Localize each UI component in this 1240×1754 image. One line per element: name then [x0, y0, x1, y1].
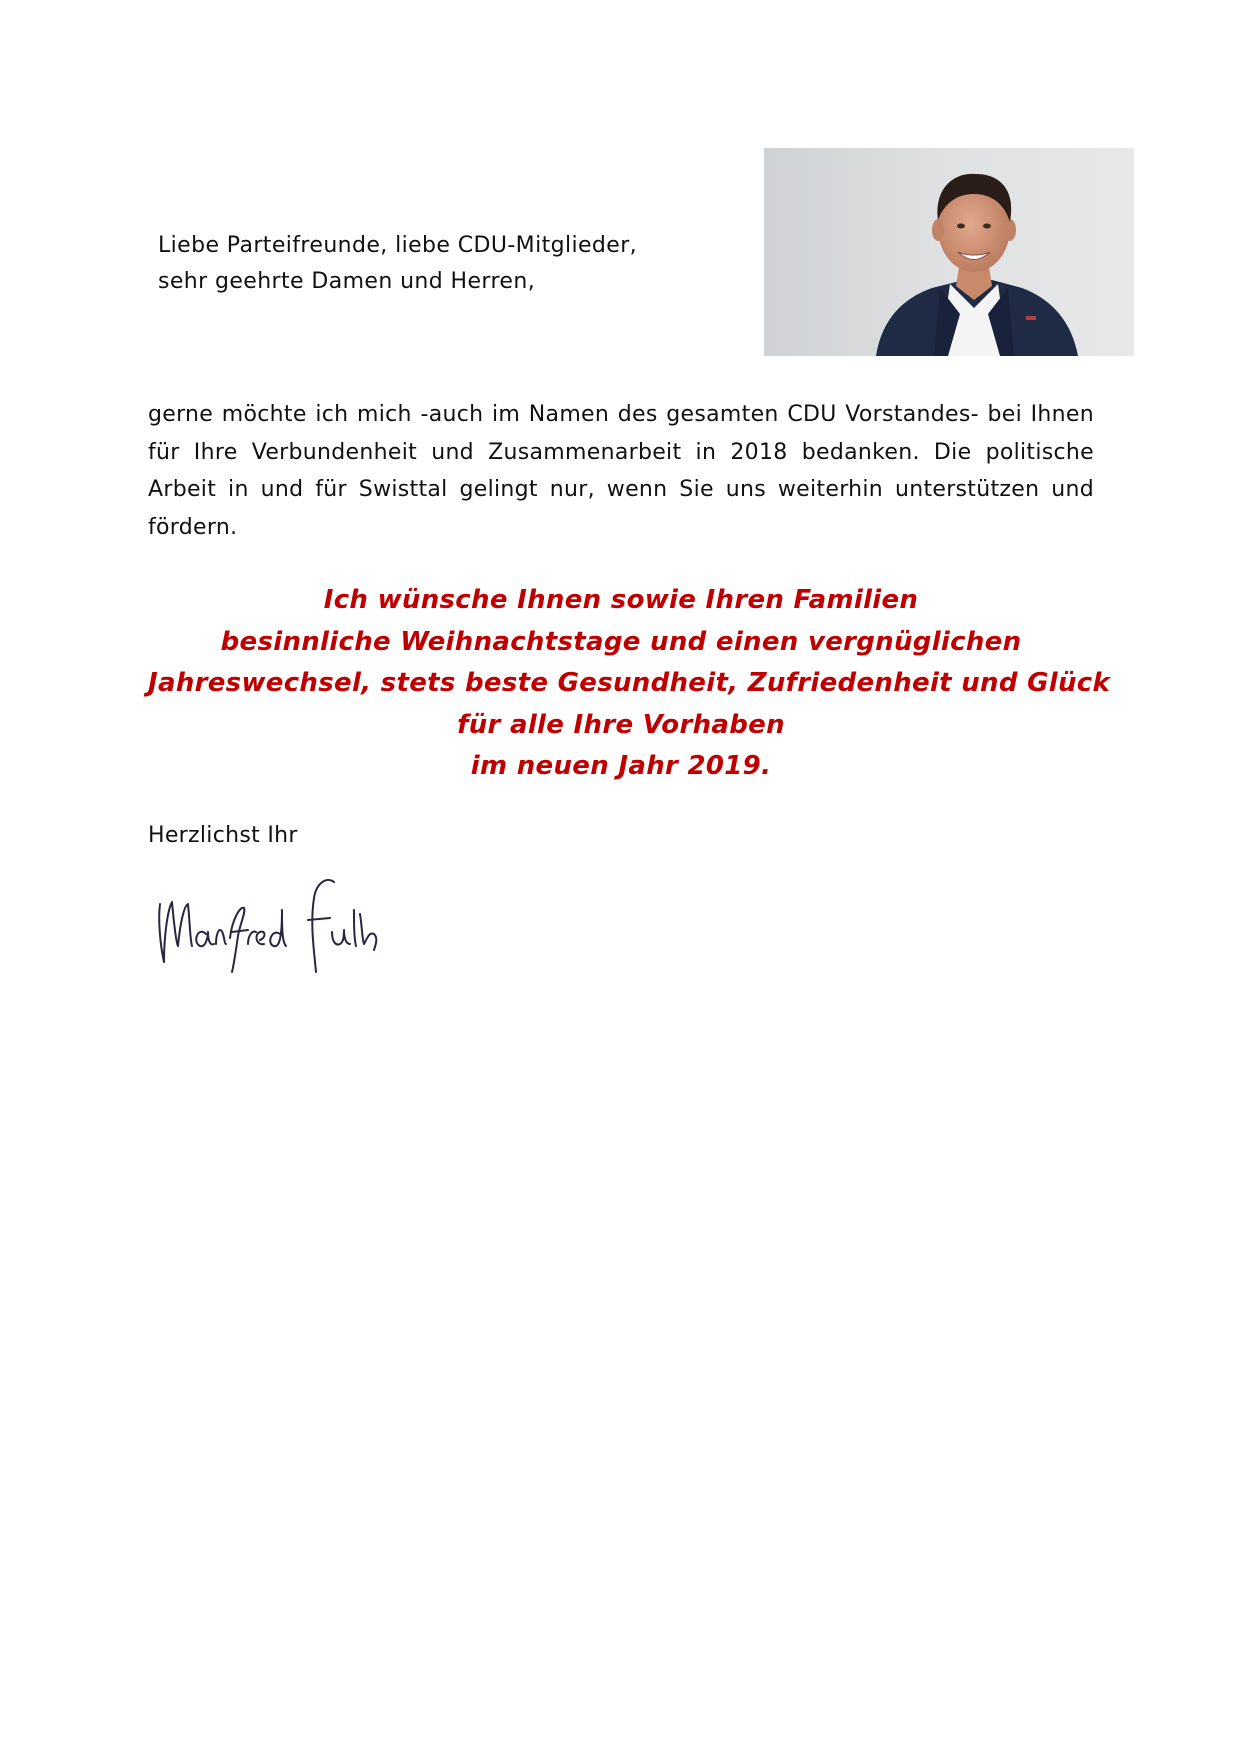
wish-line-2: besinnliche Weihnachtstage und einen vergnüglichen [220, 626, 1022, 657]
wish-line-5: im neuen Jahr 2019. [470, 751, 772, 781]
wish-line-1: Ich wünsche Ihnen sowie Ihren Familien [323, 585, 919, 615]
body-paragraph: gerne möchte ich mich -auch im Namen des gesamten CDU Vorstandes- bei Ihnen für Ihre Verbundenheit und Zusammenarbeit in 2018 bedanken. Die politische Arbeit in und für Swisttal gelingt nur, wenn Sie uns weiterhin unterstützen und fördern. [148, 402, 1094, 540]
handwritten-signature [148, 854, 408, 974]
holiday-wish [148, 580, 1111, 788]
wish-line-4: für alle Ihre Vorhaben [457, 709, 785, 740]
portrait-photo [764, 148, 1134, 356]
salutation [158, 228, 637, 300]
wish-line-3: Jahreswechsel, stets beste Gesundheit, Zufriedenheit und Glück [148, 668, 1111, 698]
salutation-line-1: Liebe Parteifreunde, liebe CDU-Mitglieder, [158, 233, 638, 258]
salutation-line-2: sehr geehrte Damen und Herren, [158, 269, 536, 294]
closing-phrase: Herzlichst Ihr [148, 823, 298, 848]
